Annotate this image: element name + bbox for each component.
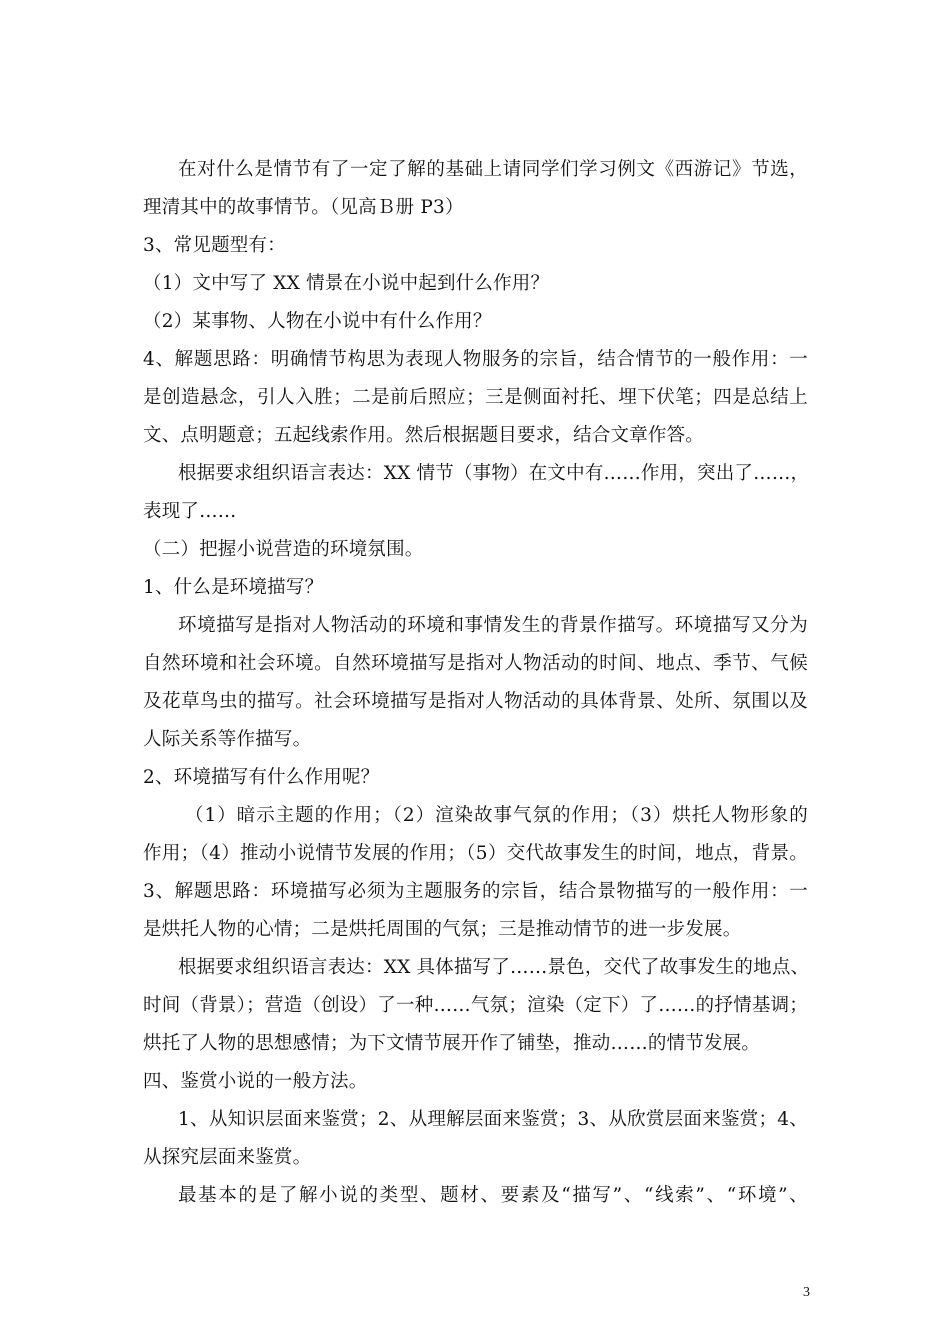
- paragraph-line: 是烘托人物的心情；二是烘托周围的气氛；三是推动情节的进一步发展。: [143, 919, 742, 940]
- paragraph-line: 在对什么是情节有了一定了解的基础上请同学们学习例文《西游记》节选，: [178, 159, 808, 180]
- paragraph-line: 1、从知识层面来鉴赏；2、从理解层面来鉴赏；3、从欣赏层面来鉴赏；4、: [178, 1109, 808, 1130]
- paragraph-line: 人际关系等作描写。: [143, 729, 312, 750]
- paragraph-line: 作用；（4）推动小说情节发展的作用；（5）交代故事发生的时间，地点，背景。: [143, 843, 808, 864]
- paragraph-line: 时间（背景）；营造（创设）了一种……气氛；渲染（定下）了……的抒情基调；: [143, 995, 808, 1016]
- paragraph-line: 烘托了人物的思想感情；为下文情节展开作了铺垫，推动……的情节发展。: [143, 1033, 761, 1054]
- paragraph-line: 及花草鸟虫的描写。社会环境描写是指对人物活动的具体背景、处所、氛围以及: [143, 691, 808, 712]
- paragraph-line: 4、解题思路：明确情节构思为表现人物服务的宗旨，结合情节的一般作用：一: [143, 349, 808, 370]
- paragraph-line: 最基本的是了解小说的类型、题材、要素及“描写”、“线索”、“环境”、: [178, 1185, 808, 1206]
- section-heading: （二）把握小说营造的环境氛围。: [143, 539, 424, 560]
- paragraph-line: （1）暗示主题的作用；（2）渲染故事气氛的作用；（3）烘托人物形象的: [185, 805, 808, 826]
- paragraph-line: 是创造悬念，引人入胜；二是前后照应；三是侧面衬托、埋下伏笔；四是总结上: [143, 387, 808, 408]
- page-number: 3: [803, 1285, 810, 1300]
- list-item: （1）文中写了 XX 情景在小说中起到什么作用？: [143, 273, 550, 294]
- section-heading: 2、环境描写有什么作用呢？: [143, 767, 380, 788]
- paragraph-line: 自然环境和社会环境。自然环境描写是指对人物活动的时间、地点、季节、气候: [143, 653, 808, 674]
- paragraph-line: 3、解题思路：环境描写必须为主题服务的宗旨，结合景物描写的一般作用：一: [143, 881, 808, 902]
- section-heading: 1、什么是环境描写？: [143, 577, 324, 598]
- paragraph-line: 理清其中的故事情节。（见高Ｂ册 P3）: [143, 197, 464, 218]
- paragraph-line: 文、点明题意；五起线索作用。然后根据题目要求，结合文章作答。: [143, 425, 705, 446]
- list-item: （2）某事物、人物在小说中有什么作用？: [143, 311, 492, 332]
- paragraph-line: 从探究层面来鉴赏。: [143, 1147, 312, 1168]
- section-heading: 四、鉴赏小说的一般方法。: [143, 1071, 368, 1092]
- paragraph-line: 环境描写是指对人物活动的环境和事情发生的背景作描写。环境描写又分为: [178, 615, 808, 636]
- paragraph-line: 根据要求组织语言表达：XX 具体描写了……景色，交代了故事发生的地点、: [178, 957, 810, 978]
- section-heading: 3、常见题型有：: [143, 235, 286, 256]
- paragraph-line: 表现了……: [143, 501, 237, 522]
- paragraph-line: 根据要求组织语言表达：XX 情节（事物）在文中有……作用，突出了……，: [178, 463, 810, 484]
